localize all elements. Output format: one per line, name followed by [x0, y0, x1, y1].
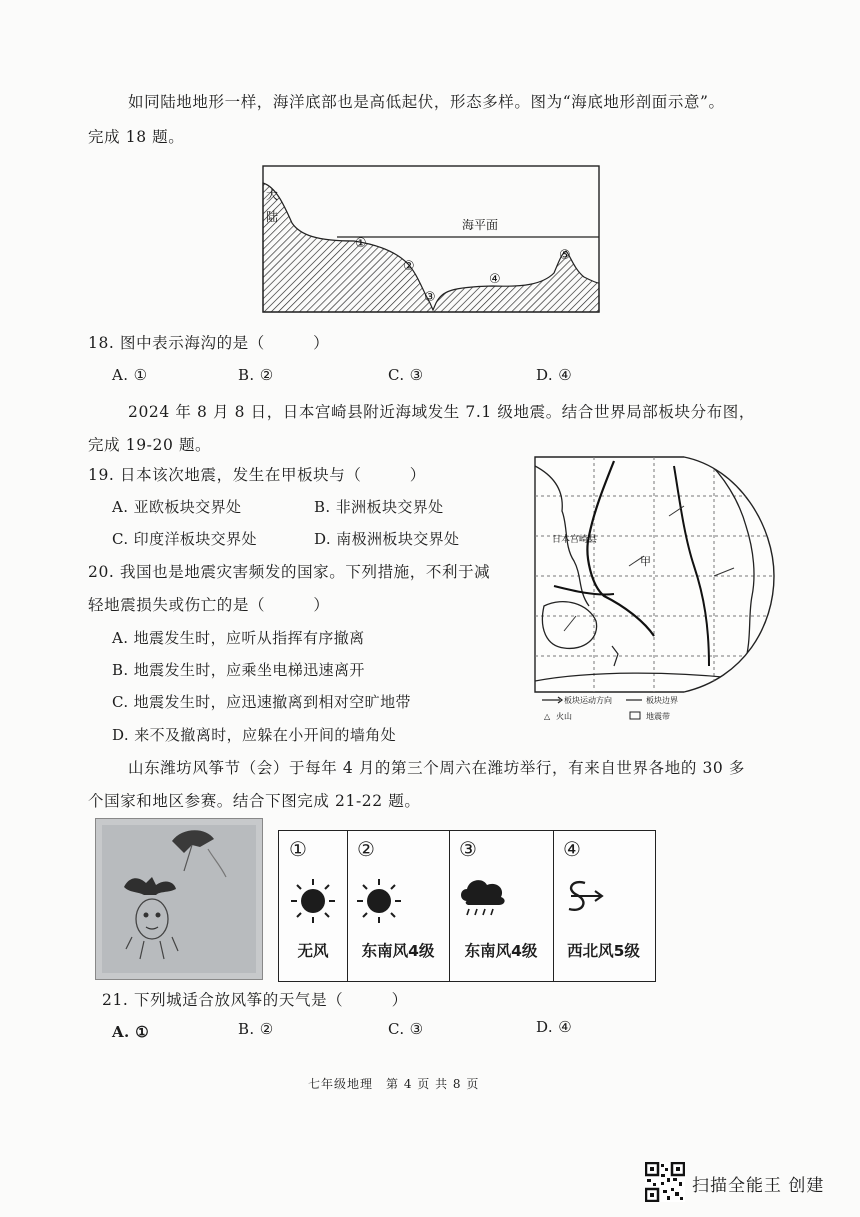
q19-stem: 19. 日本该次地震，发生在甲板块与（ ） [88, 466, 426, 484]
weather-cell-1-label: 无风 [297, 942, 329, 960]
q21-option-d: D. ④ [536, 1018, 573, 1036]
legend-volcano: 火山 [556, 712, 572, 721]
q21-stem: 21. 下列城适合放风筝的天气是（ ） [102, 991, 408, 1009]
intro-18-line2: 完成 18 题。 [88, 128, 185, 146]
intro-19-20-line2: 完成 19-20 题。 [88, 436, 212, 454]
weather-cell-2-num: ② [357, 837, 375, 861]
weather-cell-1 [279, 831, 348, 981]
intro-18-line1: 如同陆地地形一样，海洋底部也是高低起伏，形态多样。图为“海底地形剖面示意”。 [128, 93, 725, 111]
map-place-label: 日本宫崎县 [552, 535, 598, 545]
q18-option-c: C. ③ [388, 366, 424, 384]
weather-cell-2 [347, 831, 450, 981]
map-plate-label: 甲 [640, 555, 651, 568]
q20-option-a: A. 地震发生时，应听从指挥有序撤离 [112, 629, 365, 647]
q20-stem-line1: 20. 我国也是地震灾害频发的国家。下列措施，不利于减 [88, 563, 491, 581]
continent-label-char2: 陆 [266, 210, 279, 224]
q18-option-b: B. ② [238, 366, 274, 384]
q20-option-c: C. 地震发生时，应迅速撤离到相对空旷地带 [112, 693, 411, 711]
q19-option-c: C. 印度洋板块交界处 [112, 530, 257, 548]
legend-direction: 板块运动方向 [564, 696, 612, 705]
q21-option-a: A. ① [112, 1023, 150, 1041]
weather-cell-3-label: 东南风4级 [464, 942, 538, 960]
marker-3: ③ [424, 290, 436, 305]
continent-label-char1: 大 [266, 188, 279, 202]
q19-option-a: A. 亚欧板块交界处 [112, 498, 242, 516]
q21-option-c: C. ③ [388, 1020, 424, 1038]
q21-option-b: B. ② [238, 1020, 274, 1038]
weather-cell-4-label: 西北风5级 [567, 942, 640, 960]
marker-5: ⑤ [559, 248, 571, 263]
weather-cell-3-num: ③ [459, 837, 477, 861]
marker-1: ① [355, 236, 367, 251]
plate-map [534, 456, 779, 726]
q18-option-d: D. ④ [536, 366, 573, 384]
weather-table [278, 830, 656, 982]
weather-cell-2-label: 东南风4级 [361, 942, 435, 960]
marker-2: ② [403, 259, 415, 274]
weather-cell-4-num: ④ [563, 837, 581, 861]
q20-stem-line2: 轻地震损失或伤亡的是（ ） [88, 596, 330, 614]
kite-photo [95, 818, 263, 980]
intro-21-22-line1: 山东潍坊风筝节（会）于每年 4 月的第三个周六在潍坊举行，有来自世界各地的 30 多 [128, 759, 745, 777]
marker-4: ④ [489, 272, 501, 287]
intro-21-22-line2: 个国家和地区参赛。结合下图完成 21-22 题。 [88, 792, 421, 810]
legend-volcano-icon: △ [544, 712, 551, 721]
watermark-text: 扫描全能王 创建 [692, 1176, 825, 1196]
q20-option-d: D. 来不及撤离时，应躲在小开间的墙角处 [112, 726, 397, 744]
page-footer: 七年级地理 第 4 页 共 8 页 [308, 1077, 480, 1091]
sun-icon [287, 875, 339, 931]
sun-icon [353, 875, 405, 931]
weather-cell-4 [553, 831, 654, 981]
q19-option-b: B. 非洲板块交界处 [314, 498, 444, 516]
rain-cloud-icon [457, 875, 509, 925]
intro-19-20-line1: 2024 年 8 月 8 日，日本宫崎县附近海域发生 7.1 级地震。结合世界局部板块分布图， [128, 403, 756, 421]
q19-option-d: D. 南极洲板块交界处 [314, 530, 460, 548]
q18-option-a: A. ① [112, 366, 148, 384]
weather-cell-3 [449, 831, 554, 981]
sea-level-label: 海平面 [462, 218, 499, 232]
legend-quake-belt: 地震带 [646, 712, 670, 721]
map-legend [542, 695, 678, 721]
weather-cell-1-num: ① [289, 837, 307, 861]
seabed-profile-diagram [262, 165, 602, 313]
wind-icon [561, 877, 607, 921]
legend-boundary: 板块边界 [646, 696, 678, 705]
q20-option-b: B. 地震发生时，应乘坐电梯迅速离开 [112, 661, 365, 679]
qr-code-icon [645, 1162, 685, 1202]
q18-stem: 18. 图中表示海沟的是（ ） [88, 334, 330, 352]
